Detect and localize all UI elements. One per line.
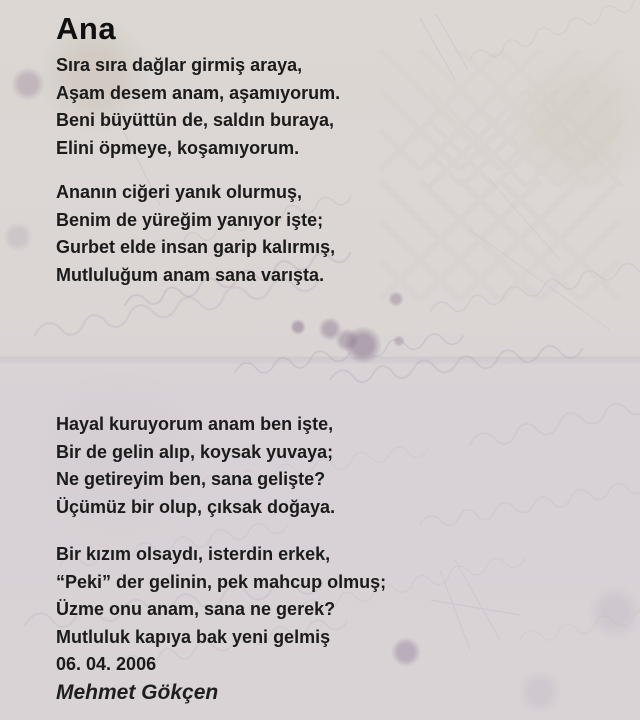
poem-line: Aşam desem anam, aşamıyorum. [56, 82, 341, 103]
poem-line: Bir kızım olsaydı, isterdin erkek, [56, 544, 331, 564]
poem-title: Ana [56, 11, 117, 46]
poem-line: Bir de gelin alıp, koysak yuvaya; [56, 441, 334, 462]
poem-line: Gurbet elde insan garip kalırmış, [56, 237, 336, 257]
poem-line: Ananın ciğeri yanık olurmuş, [56, 182, 303, 202]
stanza-3 [56, 411, 620, 521]
poem-line: Hayal kuruyorum anam ben işte, [56, 414, 334, 434]
poem-line: Beni büyüttün de, saldın buraya, [56, 110, 335, 130]
poem-author: Mehmet Gökçen [56, 680, 219, 704]
poem-line: Mutluluğum anam sana varışta. [56, 264, 325, 285]
poem-line: Ne getireyim ben, sana gelişte? [56, 469, 326, 489]
poem-line: Üzme onu anam, sana ne gerek? [56, 599, 336, 619]
poem-body [56, 52, 620, 651]
poem-date: 06. 04. 2006 [56, 654, 157, 674]
poem-line: “Peki” der gelinin, pek mahcup olmuş; [56, 571, 387, 592]
poem-line: Üçümüz bir olup, çıksak doğaya. [56, 496, 336, 517]
stanza-4 [56, 541, 620, 651]
stanza-1 [56, 52, 620, 162]
poem-line: Elini öpmeye, koşamıyorum. [56, 137, 300, 158]
poem-line: Mutluluk kapıya bak yeni gelmiş [56, 626, 331, 647]
poem-line: Benim de yüreğim yanıyor işte; [56, 209, 324, 230]
poem-line: Sıra sıra dağlar girmiş araya, [56, 55, 303, 75]
stanza-2 [56, 179, 620, 289]
